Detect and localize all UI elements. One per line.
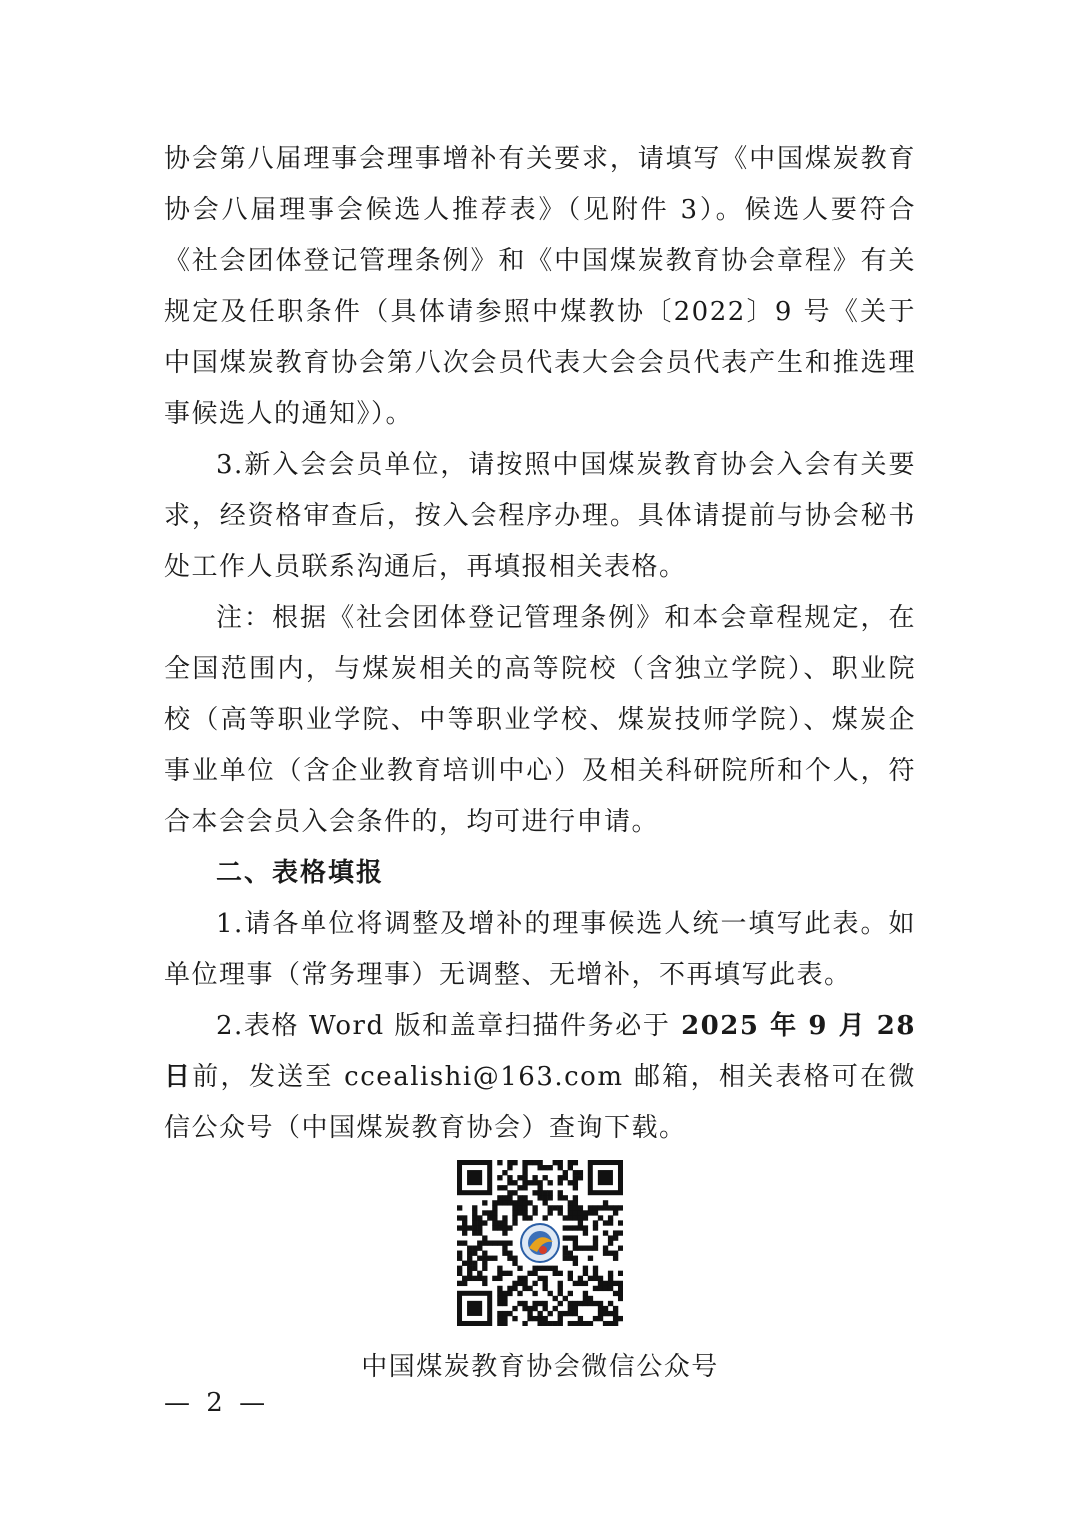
item-2-text-after: 前，发送至 ccealishi@163.com 邮箱，相关表格可在微信公众号（中国煤炭教育协会）查询下载。 [164,1062,916,1143]
document-body [164,134,916,1154]
section-heading-form-filing: 二、表格填报 [216,858,385,888]
paragraph-item-2 [164,1001,916,1154]
association-logo-icon [518,1221,562,1265]
paragraph-item-1: 1.请各单位将调整及增补的理事候选人统一填写此表。如单位理事（常务理事）无调整、无增补，不再填写此表。 [164,909,916,990]
paragraph-council-requirements: 协会第八届理事会理事增补有关要求，请填写《中国煤炭教育协会八届理事会候选人推荐表》（见附件 3）。候选人要符合《社会团体登记管理条例》和《中国煤炭教育协会章程》有关规定及任职条件（具体请参照中煤教协〔2022〕9 号《关于中国煤炭教育协会第八次会员代表大会会员代表产生和推选理事候选人的通知》）。 [164,144,916,429]
item-2-text-before: 2.表格 Word 版和盖章扫描件务必于 [216,1011,671,1041]
deadline-date: 2025 年 9 月 28 日 [164,1011,916,1092]
paragraph-note: 注：根据《社会团体登记管理条例》和本会章程规定，在全国范围内，与煤炭相关的高等院校（含独立学院）、职业院校（高等职业学院、中等职业学校、煤炭技师学院）、煤炭企事业单位（含企业教育培训中心）及相关科研院所和个人，符合本会会员入会条件的，均可进行申请。 [164,603,916,837]
paragraph-new-members: 3.新入会会员单位，请按照中国煤炭教育协会入会有关要求，经资格审查后，按入会程序办理。具体请提前与协会秘书处工作人员联系沟通后，再填报相关表格。 [164,450,916,582]
page-number: — 2 — [164,1388,270,1418]
qr-caption: 中国煤炭教育协会微信公众号 [361,1352,719,1382]
qr-code-icon [457,1160,623,1326]
